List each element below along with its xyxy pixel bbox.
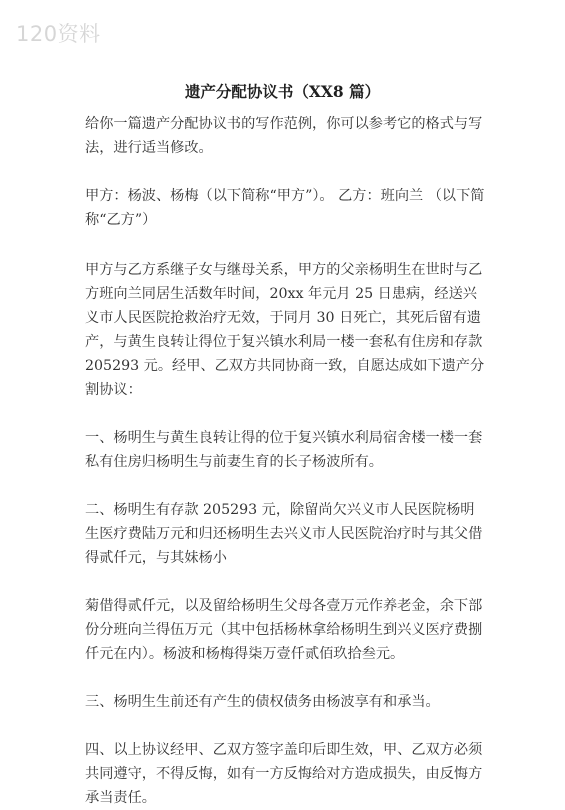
clause-2-paragraph: 二、杨明生有存款 205293 元，除留尚欠兴义市人民医院杨明生医疗费陆万元和归还杨明生去兴义市人民医院治疗时与其父借得贰仟元，与其妹杨小 — [85, 502, 483, 566]
document-body — [85, 112, 485, 810]
intro-paragraph: 给你一篇遗产分配协议书的写作范例，你可以参考它的格式与写法，进行适当修改。 — [85, 116, 483, 156]
background-paragraph: 甲方与乙方系继子女与继母关系，甲方的父亲杨明生在世时与乙方班向兰同居生活数年时间，20xx 年元月 25 日患病，经送兴义市人民医院抢救治疗无效，于同月 30 日死亡，其死后留有遗产，与黄生良转让得位于复兴镇水利局一楼一套私有住房和存款 205293 元。经甲、乙双方共同协商一致，自愿达成如下遗产分割协议： — [85, 262, 485, 398]
clause-2-continued-paragraph: 菊借得贰仟元，以及留给杨明生父母各壹万元作养老金，余下部份分班向兰得伍万元（其中包括杨林拿给杨明生到兴义医疗费捌仟元在内）。杨波和杨梅得柒万壹仟贰佰玖拾叁元。 — [85, 598, 483, 662]
clause-3-paragraph: 三、杨明生生前还有产生的债权债务由杨波享有和承当。 — [85, 694, 440, 710]
clause-4-paragraph: 四、以上协议经甲、乙双方签字盖印后即生效，甲、乙双方必须共同遵守，不得反悔，如有一方反悔给对方造成损失，由反悔方承当责任。 — [85, 742, 483, 806]
clause-1-paragraph: 一、杨明生与黄生良转让得的位于复兴镇水利局宿舍楼一楼一套私有住房归杨明生与前妻生育的长子杨波所有。 — [85, 430, 483, 470]
parties-paragraph: 甲方：杨波、杨梅（以下简称“甲方”）。 乙方：班向兰 （以下简称“乙方”） — [85, 188, 485, 228]
watermark: 120资料 — [16, 22, 101, 46]
document-title: 遗产分配协议书（XX8 篇） — [184, 82, 381, 101]
